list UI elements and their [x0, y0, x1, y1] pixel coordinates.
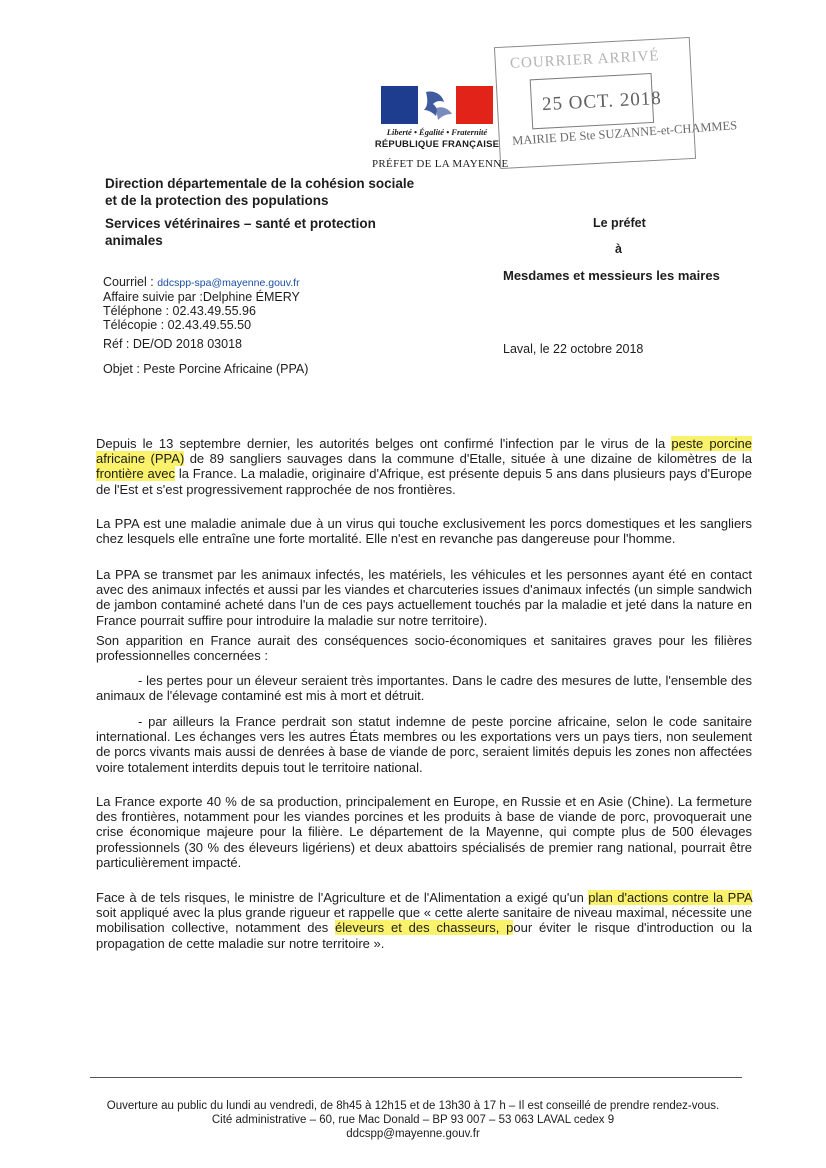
- service-line-2: animales: [105, 232, 163, 248]
- reference: Réf : DE/OD 2018 03018: [103, 337, 242, 351]
- republic-logo: [381, 86, 493, 124]
- sender-service: [105, 216, 376, 249]
- subject: Objet : Peste Porcine Africaine (PPA): [103, 362, 309, 376]
- recipients: Mesdames et messieurs les maires: [503, 268, 720, 283]
- p8-text-a: Face à de tels risques, le ministre de l'Agriculture et de l'Alimentation a exigé qu'un: [96, 890, 589, 905]
- paragraph-8: [96, 890, 752, 951]
- paragraph-6: - par ailleurs la France perdrait son statut indemne de peste porcine africaine, selon le code sanitaire international. Les échanges vers les autres États membres ou les exportations vers un pays tiers, non seulement de porcs vivants mais aussi de denrées à base de viande de porc, seraient limités depuis les zones non affectées voire totalement interdits depuis tout le territoire national.: [96, 714, 752, 775]
- flag-red-band: [456, 86, 493, 124]
- sender-department: [105, 176, 414, 209]
- telephone: Téléphone : 02.43.49.55.96: [103, 304, 256, 318]
- service-line-1: Services vétérinaires – santé et protection: [105, 216, 376, 231]
- department-line-2: et de la protection des populations: [105, 192, 329, 208]
- to-word: à: [615, 242, 622, 256]
- republic-motto: Liberté • Égalité • Fraternité: [386, 127, 488, 137]
- paragraph-1: [96, 436, 752, 497]
- p1-text-a: Depuis le 13 septembre dernier, les autorités belges ont confirmé l'infection par le virus de la: [96, 436, 672, 451]
- p8-text-b: soit appliqué avec la plus grande rigueur et rappelle que « cette alerte sanitaire de niveau maximal, nécessite une mobilisation collective, notamment des: [96, 905, 752, 936]
- prefecture-name: PRÉFET DE LA MAYENNE: [372, 158, 509, 170]
- flag-white-band: [418, 86, 456, 124]
- sender-title: Le préfet: [593, 216, 646, 230]
- paragraph-3: La PPA se transmet par les animaux infectés, les matériels, les véhicules et les personnes ayant été en contact avec des animaux infectés et aussi par les viandes et charcuteries issues d'animaux infectés (un simple sandwich de jambon contaminé acheté dans l'un de ces pays actuellement touchés par la maladie et jeté dans la nature en France pourrait suffire pour introduire la maladie sur notre territoire).: [96, 567, 752, 628]
- contact-block: [103, 275, 300, 332]
- p1-highlight-1: peste porcine africaine (PPA): [96, 436, 752, 467]
- p1-text-c: la France. La maladie, originaire d'Afrique, est présente depuis 5 ans dans plusieurs pays d'Europe de l'Est et s'est progressivement rapprochée de nos frontières.: [96, 466, 752, 497]
- email-link[interactable]: ddcspp-spa@mayenne.gouv.fr: [157, 277, 300, 289]
- paragraph-4: Son apparition en France aurait des conséquences socio-économiques et sanitaires graves pour les filières professionnelles concernées :: [96, 633, 752, 664]
- p8-highlight-1: plan d'actions contre la PPA: [588, 890, 752, 905]
- email-line: [103, 275, 300, 290]
- fax: Télécopie : 02.43.49.55.50: [103, 318, 252, 332]
- p1-highlight-2: frontière avec: [96, 466, 175, 482]
- place-and-date: Laval, le 22 octobre 2018: [503, 342, 644, 356]
- p8-text-c: our éviter le risque d'introduction ou la propagation de cette maladie sur notre territoire ».: [96, 920, 752, 951]
- footer-hours: Ouverture au public du lundi au vendredi, de 8h45 à 12h15 et de 13h30 à 17 h – Il est conseillé de prendre rendez-vous.: [106, 1100, 720, 1112]
- footer-divider: [90, 1077, 742, 1078]
- stamp-date: 25 OCT. 2018: [541, 87, 663, 116]
- paragraph-2: La PPA est une maladie animale due à un virus qui touche exclusivement les porcs domestiques et les sangliers chez lesquels elle entraîne une forte mortalité. Elle n'est en revanche pas dangereuse pour l'homme.: [96, 516, 752, 547]
- p1-text-b: de 89 sangliers sauvages dans la commune d'Etalle, située à une dizaine de kilomètres de la: [184, 451, 752, 467]
- flag-blue-band: [381, 86, 418, 124]
- paragraph-5: - les pertes pour un éleveur seraient très importantes. Dans le cadre des mesures de lutte, l'ensemble des animaux de l'élevage contaminé est mis à mort et détruit.: [96, 673, 752, 704]
- p8-highlight-2: éleveurs et des chasseurs, p: [335, 920, 514, 936]
- footer-address: Cité administrative – 60, rue Mac Donald – BP 93 007 – 53 063 LAVAL cedex 9: [211, 1114, 615, 1126]
- republic-name: RÉPUBLIQUE FRANÇAISE: [374, 139, 500, 150]
- stamp-mairie: MAIRIE DE Ste SUZANNE-et-CHAMMES: [511, 118, 738, 148]
- department-line-1: Direction départementale de la cohésion sociale: [105, 176, 415, 191]
- email-label: Courriel :: [103, 275, 158, 289]
- stamp-title: COURRIER ARRIVÉ: [509, 48, 660, 72]
- marianne-icon: [418, 86, 456, 124]
- paragraph-7: La France exporte 40 % de sa production, principalement en Europe, en Russie et en Asie (Chine). La fermeture des frontières, notamment pour les viandes porcines et les produits à base de viande de porc, provoquerait une crise économique majeure pour la filière. Le département de la Mayenne, qui compte plus de 500 élevages professionnels (30 % des éleveurs ligériens) et deux abattoirs spécialisés de premier rang national, pourrait être particulièrement impacté.: [96, 794, 752, 870]
- footer-email[interactable]: ddcspp@mayenne.gouv.fr: [346, 1128, 480, 1140]
- case-officer: Affaire suivie par :Delphine ÉMERY: [103, 290, 300, 304]
